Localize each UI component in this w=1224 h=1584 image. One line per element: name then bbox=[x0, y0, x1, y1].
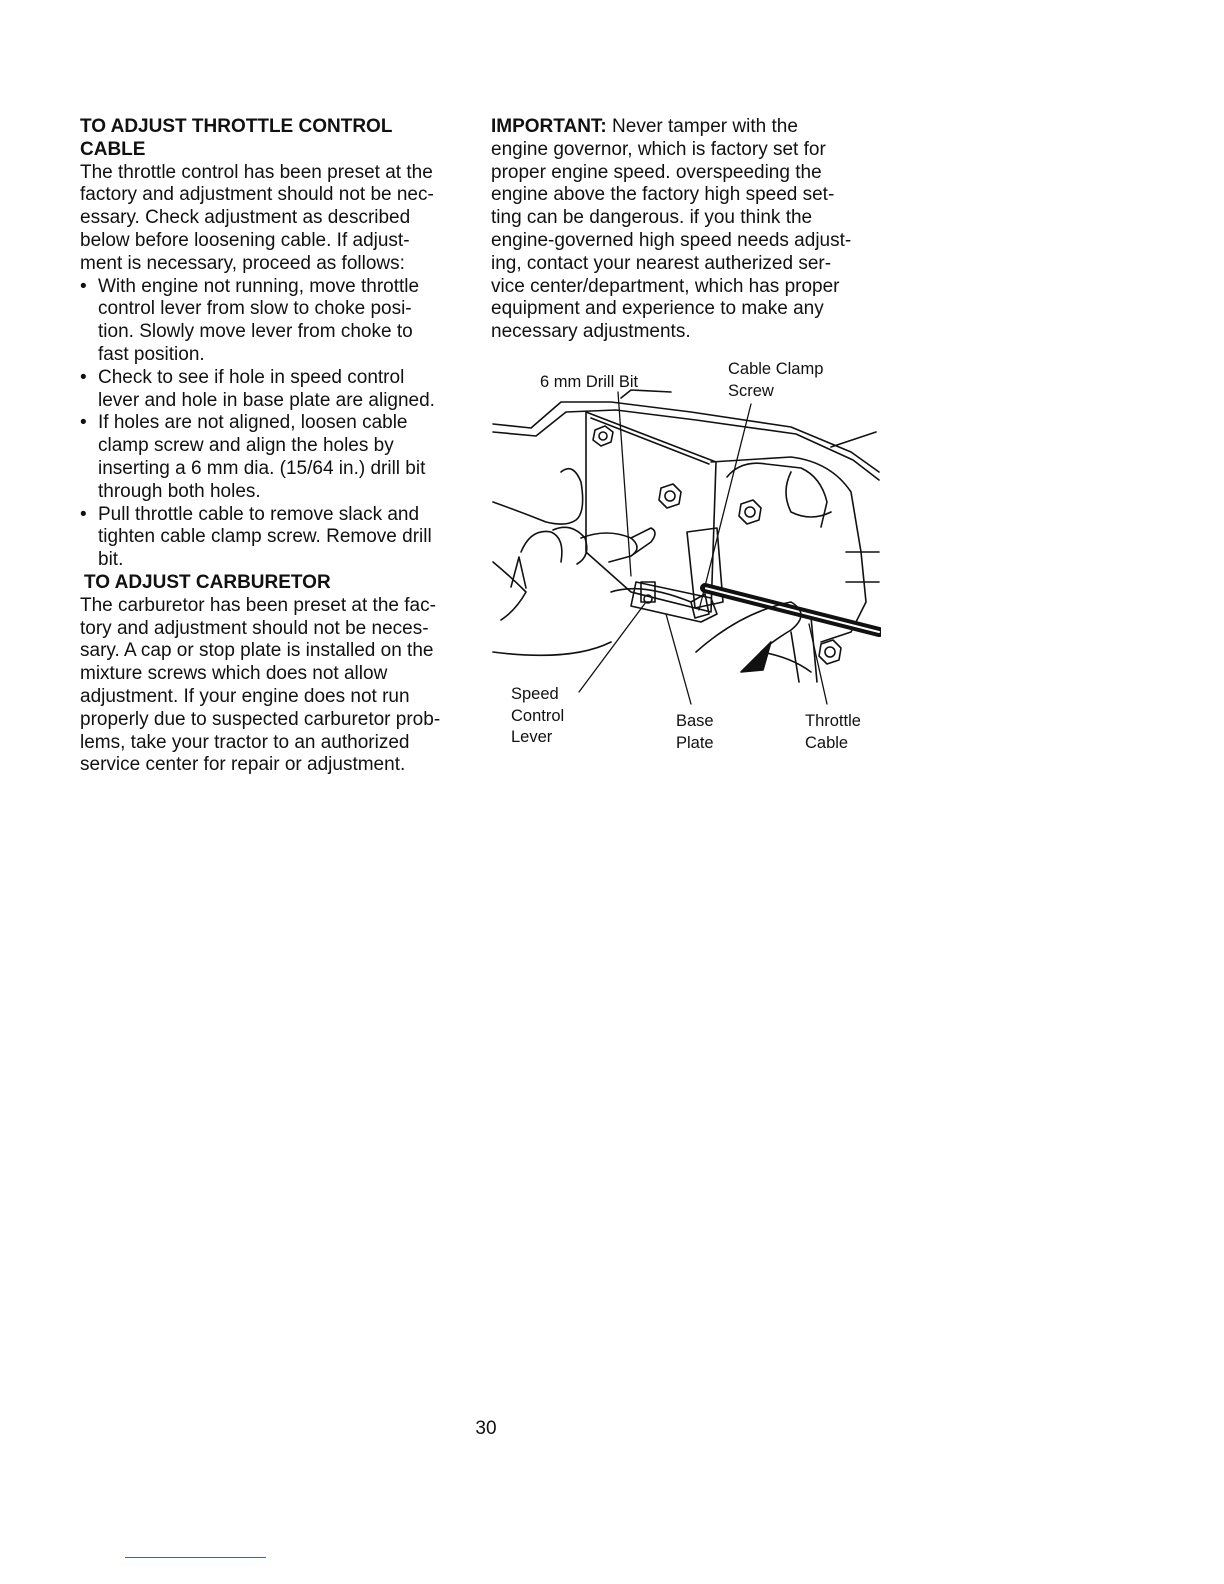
text-fragment: Never tamper with the bbox=[606, 116, 798, 137]
text-line: adjustment. If your engine does not run bbox=[80, 685, 410, 707]
text-line: essary. Check adjustment as described bbox=[80, 207, 411, 229]
text-line: properly due to suspected carburetor prob- bbox=[80, 708, 441, 730]
text-line: inserting a 6 mm dia. (15/64 in.) drill bit bbox=[98, 457, 426, 479]
left-column bbox=[80, 116, 475, 777]
throttle-intro-paragraph bbox=[80, 162, 475, 276]
text-line: The carburetor has been preset at the fac- bbox=[80, 594, 436, 616]
text-line: sary. A cap or stop plate is installed on the bbox=[80, 640, 434, 662]
text-line: factory and adjustment should not be nec- bbox=[80, 184, 434, 206]
throttle-section-heading bbox=[80, 116, 475, 162]
text-line: ing, contact your nearest autherized ser- bbox=[491, 252, 832, 274]
heading-line: TO ADJUST THROTTLE CONTROL bbox=[80, 116, 393, 137]
text-line: below before loosening cable. If adjust- bbox=[80, 229, 410, 251]
list-item bbox=[80, 367, 475, 413]
text-line: fast position. bbox=[98, 343, 205, 365]
text-line: ting can be dangerous. if you think the bbox=[491, 207, 813, 229]
speed-control-lever-label: Speed Control Lever bbox=[511, 685, 565, 746]
text-line bbox=[491, 116, 891, 139]
text-line: vice center/department, which has proper bbox=[491, 275, 840, 297]
text-line: • Pull throttle cable to remove slack and bbox=[98, 503, 420, 525]
right-column bbox=[491, 116, 891, 344]
carburetor-paragraph bbox=[80, 595, 475, 777]
throttle-adjustment-figure bbox=[491, 352, 881, 772]
text-line: mixture screws which does not allow bbox=[80, 663, 388, 685]
text-line: • If holes are not aligned, loosen cable bbox=[98, 412, 408, 434]
text-line: clamp screw and align the holes by bbox=[98, 435, 394, 457]
text-line: lever and hole in base plate are aligned. bbox=[98, 389, 435, 411]
text-line: through both holes. bbox=[98, 480, 261, 502]
carburetor-section-heading: TO ADJUST CARBURETOR bbox=[84, 571, 331, 593]
text-line: service center for repair or adjustment. bbox=[80, 754, 406, 776]
speed-lever-leader bbox=[579, 602, 646, 692]
important-paragraph bbox=[491, 116, 891, 344]
text-line: control lever from slow to choke posi- bbox=[98, 298, 412, 320]
bolt-icon bbox=[593, 426, 613, 446]
page-number: 30 bbox=[475, 1418, 497, 1439]
text-line: lems, take your tractor to an authorized bbox=[80, 731, 410, 753]
drill-bit-label: 6 mm Drill Bit bbox=[540, 373, 639, 391]
throttle-cable-label: Throttle Cable bbox=[805, 712, 861, 752]
text-line: necessary adjustments. bbox=[491, 321, 691, 343]
bolt-icon bbox=[819, 640, 841, 664]
text-line: The throttle control has been preset at the bbox=[80, 161, 433, 183]
text-line: • With engine not running, move throttle bbox=[98, 275, 420, 297]
bolt-icon bbox=[659, 484, 681, 508]
text-line: • Check to see if hole in speed control bbox=[98, 366, 405, 388]
throttle-cable-leader bbox=[809, 624, 827, 704]
text-line: tory and adjustment should not be neces- bbox=[80, 617, 429, 639]
list-item bbox=[80, 412, 475, 503]
text-line: engine-governed high speed needs adjust- bbox=[491, 229, 852, 251]
text-line: ment is necessary, proceed as follows: bbox=[80, 252, 405, 274]
cable-clamp-leader bbox=[699, 404, 751, 610]
text-line: tighten cable clamp screw. Remove drill bbox=[98, 526, 432, 548]
bolt-icon bbox=[739, 500, 761, 524]
text-line: engine above the factory high speed set- bbox=[491, 184, 835, 206]
throttle-steps-list bbox=[80, 276, 475, 572]
base-plate-leader bbox=[666, 614, 691, 704]
base-plate-label: Base Plate bbox=[676, 712, 714, 752]
text-line: equipment and experience to make any bbox=[491, 298, 824, 320]
list-item bbox=[80, 276, 475, 367]
text-line: tion. Slowly move lever from choke to bbox=[98, 321, 413, 343]
drill-bit-leader bbox=[618, 392, 631, 576]
cable-clamp-screw-label: Cable Clamp Screw bbox=[728, 360, 824, 400]
text-line: engine governor, which is factory set for bbox=[491, 138, 826, 160]
important-label: IMPORTANT: bbox=[491, 116, 607, 137]
footer-rule bbox=[125, 1557, 266, 1558]
list-item bbox=[80, 504, 475, 572]
heading-line: CABLE bbox=[80, 138, 146, 160]
text-line: bit. bbox=[98, 549, 124, 571]
text-line: proper engine speed. overspeeding the bbox=[491, 161, 822, 183]
